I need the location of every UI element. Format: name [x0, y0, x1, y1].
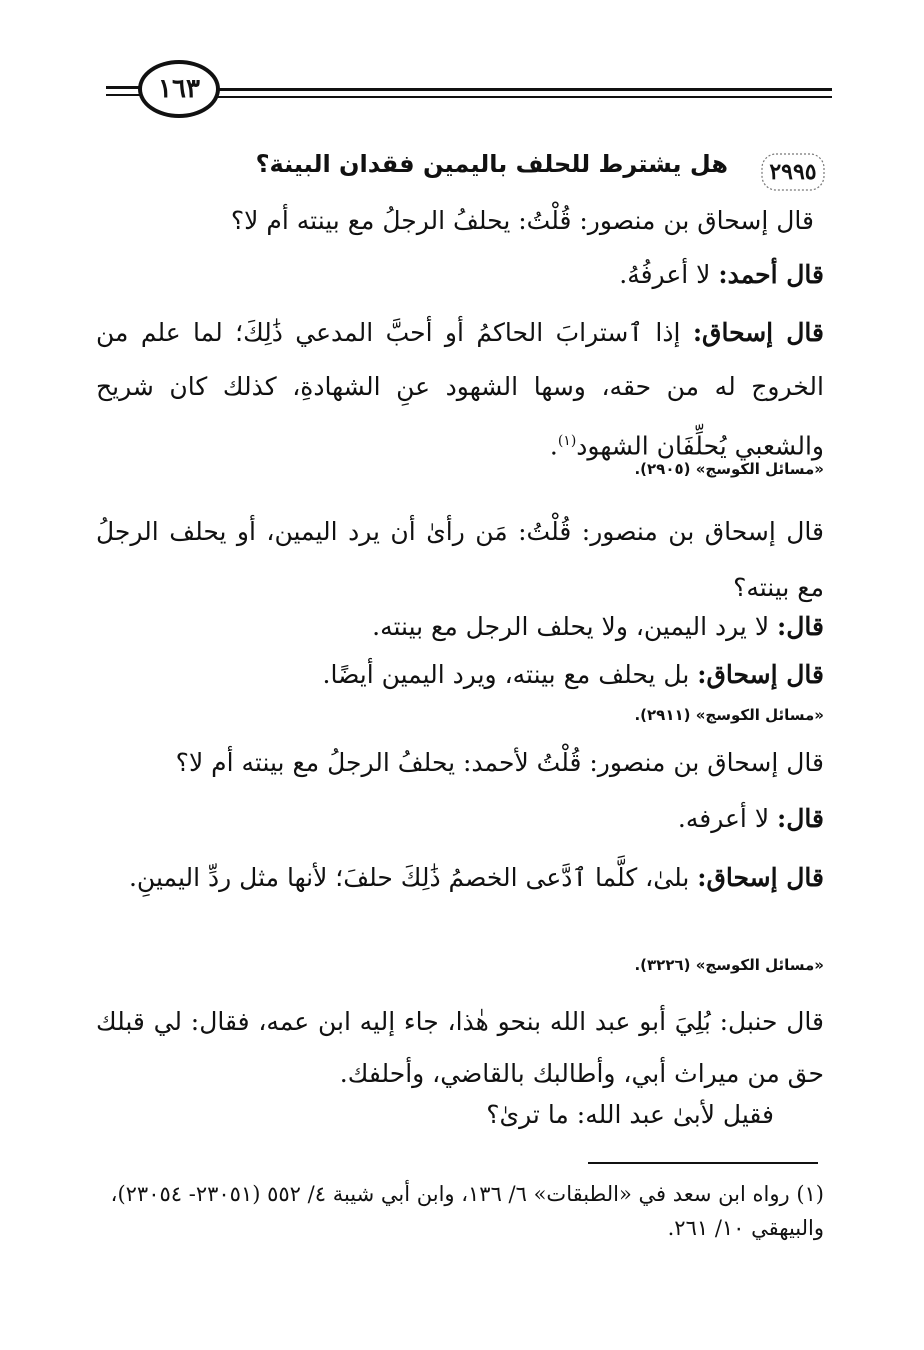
- speaker-label: قال إسحاق:: [692, 318, 824, 347]
- block4-question: فقيل لأبىٰ عبد الله: ما ترىٰ؟: [486, 1100, 774, 1129]
- speaker-label: قال إسحاق:: [697, 863, 824, 892]
- block1-answer: [619, 260, 824, 290]
- period: .: [549, 431, 558, 461]
- answer-text: لا يرد اليمين، ولا يحلف الرجل مع بينته.: [372, 612, 778, 641]
- block2-answer: [372, 612, 824, 642]
- block2-question: قال إسحاق بن منصور: قُلْتُ: مَن رأىٰ أن يرد اليمين، أو يحلف الرجلُ مع بينته؟: [96, 517, 824, 602]
- speaker-label: قال أحمد:: [718, 260, 824, 289]
- block2-comment: [323, 660, 825, 690]
- entry-number-badge: [758, 148, 828, 196]
- block3-question: قال إسحاق بن منصور: قُلْتُ لأحمد: يحلفُ الرجلُ مع بينته أم لا؟: [175, 748, 824, 777]
- footnote-marker: (١): [557, 433, 577, 449]
- page-number: ١٦٣: [158, 74, 200, 104]
- header-rule-left: [106, 86, 142, 89]
- block1-comment: [96, 306, 824, 473]
- entry-title: هل يشترط للحلف باليمين فقدان البينة؟: [255, 150, 728, 178]
- speaker-label: قال:: [777, 612, 824, 641]
- header-rule-right-thin: [218, 96, 832, 98]
- block1-source: «مسائل الكوسج» (٢٩٠٥).: [634, 460, 824, 478]
- block4-text: قال حنبل: بُلِيَ أبو عبد الله بنحو هٰذا، جاء إليه ابن عمه، فقال: لي قبلك حق من ميراث أبي، وأطالبك بالقاضي، وأحلفك.: [96, 1007, 824, 1088]
- entry-number: ٢٩٩٥: [769, 159, 817, 185]
- speaker-label: قال:: [777, 804, 824, 833]
- block1-question: قال إسحاق بن منصور: قُلْتُ: يحلفُ الرجلُ مع بينته أم لا؟: [230, 206, 814, 235]
- page-number-badge: [138, 60, 220, 118]
- block3-answer: [678, 804, 824, 834]
- answer-text: لا أعرفه.: [677, 804, 778, 833]
- header-rule-left-thin: [106, 94, 142, 96]
- speaker-label: قال إسحاق:: [697, 660, 824, 689]
- block3-source: «مسائل الكوسج» (٣٢٢٦).: [634, 956, 824, 974]
- comment-text: بلىٰ، كلَّما ٱدَّعى الخصمُ ذَٰلِكَ حلفَ؛ لأنها مثل ردِّ اليمينِ.: [128, 863, 698, 892]
- comment-text: بل يحلف مع بينته، ويرد اليمين أيضًا.: [322, 660, 698, 689]
- block2-source: «مسائل الكوسج» (٢٩١١).: [634, 706, 824, 724]
- block3-comment: [96, 850, 824, 906]
- header-rule-right: [218, 88, 832, 91]
- comment-text: إذا ٱسترابَ الحاكمُ أو أحبَّ المدعي ذَٰلِكَ؛ لما علم من الخروج له من حقه، وسها الشهود عنِ الشهادةِ، كذلك كان شريح والشعبي يُحلِّفَان الشهود: [96, 318, 824, 461]
- footnote-separator: [588, 1162, 818, 1164]
- answer-text: لا أعرفُهُ.: [619, 260, 719, 289]
- footnote-text: (١) رواه ابن سعد في «الطبقات» ٦/ ١٣٦، وابن أبي شيبة ٤/ ٥٥٢ (٢٣٠٥١- ٢٣٠٥٤)، والبيهقي ١٠/ ٢٦١.: [110, 1182, 824, 1240]
